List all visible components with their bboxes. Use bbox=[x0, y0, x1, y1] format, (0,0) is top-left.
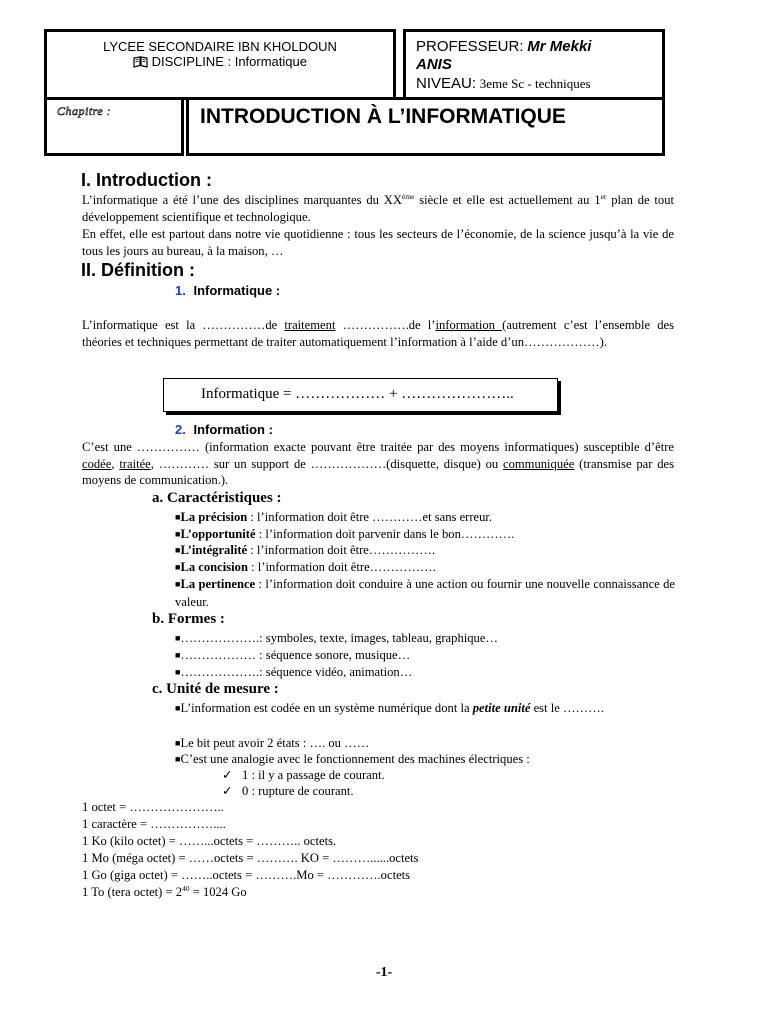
bullet-icon: ■ bbox=[175, 512, 181, 522]
formula-box bbox=[163, 378, 558, 412]
def-underlined-traitement: traitement bbox=[284, 318, 336, 332]
carac-item-text: : l’information doit être …………et sans erreur. bbox=[247, 510, 493, 524]
unite-bullet-3 bbox=[175, 751, 675, 769]
conversion-list bbox=[82, 799, 418, 901]
info-underlined-codee: codée bbox=[82, 456, 112, 471]
info-underlined-communiquee: communiquée bbox=[502, 456, 575, 471]
title-box bbox=[186, 97, 665, 156]
intro-paragraph-2: En effet, elle est partout dans notre vie quotidienne : tous les secteurs de l’économie, de la science jusqu’à la vie de tous les jours au bureau, à la maison, … bbox=[82, 227, 674, 258]
forme-item-text: ……………….: séquence vidéo, animation… bbox=[180, 665, 413, 679]
section-introduction-title: I. Introduction : bbox=[81, 170, 212, 190]
section-definition-title: II. Définition : bbox=[81, 260, 195, 280]
check-item-2 bbox=[222, 783, 354, 799]
check-item-1 bbox=[222, 767, 385, 783]
discipline-value: Informatique bbox=[234, 54, 307, 69]
bullet-icon: ■ bbox=[175, 545, 181, 555]
intro-p1-part-c: plan de tout développement scientifique et technologique. bbox=[82, 193, 674, 224]
bullet-icon: ■ bbox=[175, 562, 181, 572]
book-icon bbox=[133, 56, 148, 71]
conversion-line: 1 Ko (kilo octet) = ……...octets = ……….. octets. bbox=[82, 834, 337, 848]
discipline-label: DISCIPLINE : bbox=[151, 54, 232, 69]
list-item bbox=[175, 526, 675, 544]
def-part-c: (autrement c’est l’ensemble des théories et techniques permettant de traiter automatiquement l’information à l’aide d’un………………). bbox=[82, 318, 675, 349]
carac-item-text: : l’information doit être……………. bbox=[247, 560, 436, 574]
bullet-icon: ■ bbox=[175, 667, 181, 677]
list-item bbox=[175, 576, 675, 610]
conversion-line-tera bbox=[82, 884, 418, 901]
formes-title: b. Formes : bbox=[152, 611, 225, 627]
def-part-a: L’informatique est la ……………de bbox=[82, 318, 285, 332]
carac-item-term: L’intégralité bbox=[180, 543, 248, 557]
header-school-box bbox=[44, 29, 396, 100]
tera-exponent: 40 bbox=[182, 883, 190, 893]
def-underlined-information: information bbox=[435, 318, 503, 332]
unite-bullet-1 bbox=[175, 700, 675, 718]
unite-b2-text: Le bit peut avoir 2 états : …. ou …… bbox=[180, 736, 370, 750]
def-part-b: …………….de l’ bbox=[335, 318, 436, 332]
list-item bbox=[175, 647, 675, 665]
subsection-information bbox=[175, 422, 273, 437]
tera-part-b: = 1024 Go bbox=[189, 885, 247, 899]
school-name: LYCEE SECONDAIRE IBN KHOLDOUN bbox=[103, 39, 337, 54]
bullet-icon: ■ bbox=[175, 650, 181, 660]
forme-item-text: ……………….: symboles, texte, images, tableau, graphique… bbox=[180, 631, 499, 645]
header-prof-box bbox=[403, 29, 665, 100]
info-part-a: C’est une …………… (information exacte pouvant être traitée par des moyens informatiques) susceptible d’être bbox=[82, 440, 674, 454]
unite-title: c. Unité de mesure : bbox=[152, 681, 279, 697]
carac-item-term: La précision bbox=[180, 510, 248, 524]
bullet-icon: ■ bbox=[175, 754, 181, 764]
page-number: -1- bbox=[375, 965, 393, 980]
sub2-number: 2. bbox=[175, 422, 186, 437]
info-part-b: , ………… sur un support de ………………(disquette, disque) ou bbox=[150, 456, 503, 471]
conversion-line: 1 caractère = …………….... bbox=[82, 817, 226, 831]
intro-p1-part-a: L’informatique a été l’une des disciplines marquantes du XX bbox=[82, 193, 402, 207]
conversion-line: 1 Mo (méga octet) = ……octets = ………. KO = ………......octets bbox=[82, 851, 419, 865]
carac-item-term: L’opportunité bbox=[180, 527, 256, 541]
carac-item-term: La pertinence bbox=[180, 577, 256, 591]
intro-paragraph-1 bbox=[82, 192, 674, 225]
carac-item-text: : l’information doit parvenir dans le bon…………. bbox=[255, 527, 515, 541]
definition-paragraph bbox=[82, 317, 674, 350]
niveau-value: 3eme Sc - techniques bbox=[479, 76, 591, 91]
prof-name-1: Mr Mekki bbox=[527, 38, 592, 55]
intro-p1-sup: ème bbox=[401, 191, 415, 201]
chapter-label: Chapitre : bbox=[57, 104, 112, 118]
niveau-label: NIVEAU: bbox=[416, 75, 477, 92]
list-item bbox=[175, 630, 675, 648]
unite-bullet-2 bbox=[175, 735, 675, 753]
unite-b1-part-b: est le ………. bbox=[530, 701, 604, 715]
forme-item-text: ……………… : séquence sonore, musique… bbox=[180, 648, 411, 662]
bullet-icon: ■ bbox=[175, 633, 181, 643]
list-item bbox=[175, 542, 675, 560]
list-item bbox=[175, 664, 675, 682]
unite-b1-part-a: L’information est codée en un système numérique dont la bbox=[180, 701, 473, 715]
list-item bbox=[175, 559, 675, 577]
sub2-title: Information : bbox=[193, 422, 273, 437]
check2-text: 0 : rupture de courant. bbox=[242, 784, 354, 798]
caracteristiques-title: a. Caractéristiques : bbox=[152, 490, 282, 506]
list-item bbox=[175, 509, 675, 527]
carac-item-text: : l’information doit conduire à une action ou fournir une nouvelle connaissance de valeur. bbox=[175, 577, 675, 609]
check1-text: 1 : il y a passage de courant. bbox=[242, 768, 385, 782]
checkmark-icon: ✓ bbox=[222, 768, 233, 782]
unite-b3-text: C’est une analogie avec le fonctionnement des machines électriques : bbox=[180, 752, 530, 766]
info-sep: , bbox=[111, 456, 120, 471]
sub1-number: 1. bbox=[175, 283, 186, 298]
unite-b1-emphasis: petite unité bbox=[472, 701, 531, 715]
conversion-line: 1 octet = ………………….. bbox=[82, 800, 224, 814]
carac-item-text: : l’information doit être……………. bbox=[247, 543, 435, 557]
tera-part-a: 1 To (tera octet) = 2 bbox=[82, 885, 183, 899]
bullet-icon: ■ bbox=[175, 703, 181, 713]
checkmark-icon: ✓ bbox=[222, 784, 233, 798]
intro-p1-sup2: er bbox=[600, 191, 607, 201]
subsection-informatique bbox=[175, 283, 280, 298]
bullet-icon: ■ bbox=[175, 579, 181, 589]
formula-text: Informatique = ……………… + ………………….. bbox=[201, 386, 514, 402]
bullet-icon: ■ bbox=[175, 529, 181, 539]
discipline-line bbox=[47, 54, 393, 71]
niveau-line bbox=[416, 75, 591, 93]
bullet-icon: ■ bbox=[175, 738, 181, 748]
page-title: INTRODUCTION À L’INFORMATIQUE bbox=[200, 105, 566, 128]
carac-item-term: La concision bbox=[180, 560, 248, 574]
chapter-box bbox=[44, 97, 184, 156]
information-paragraph bbox=[82, 439, 674, 489]
prof-line bbox=[416, 38, 591, 56]
prof-label: PROFESSEUR: bbox=[416, 38, 524, 55]
conversion-line: 1 Go (giga octet) = ……..octets = ……….Mo = ………….octets bbox=[82, 868, 411, 882]
intro-p1-part-b: siècle et elle est actuellement au 1 bbox=[414, 193, 601, 207]
info-underlined-traitee: traitée bbox=[119, 456, 151, 471]
prof-name-2: ANIS bbox=[416, 56, 452, 73]
sub1-title: Informatique : bbox=[193, 283, 281, 298]
info-part-c: (transmise par des moyens de communication.). bbox=[82, 456, 674, 488]
